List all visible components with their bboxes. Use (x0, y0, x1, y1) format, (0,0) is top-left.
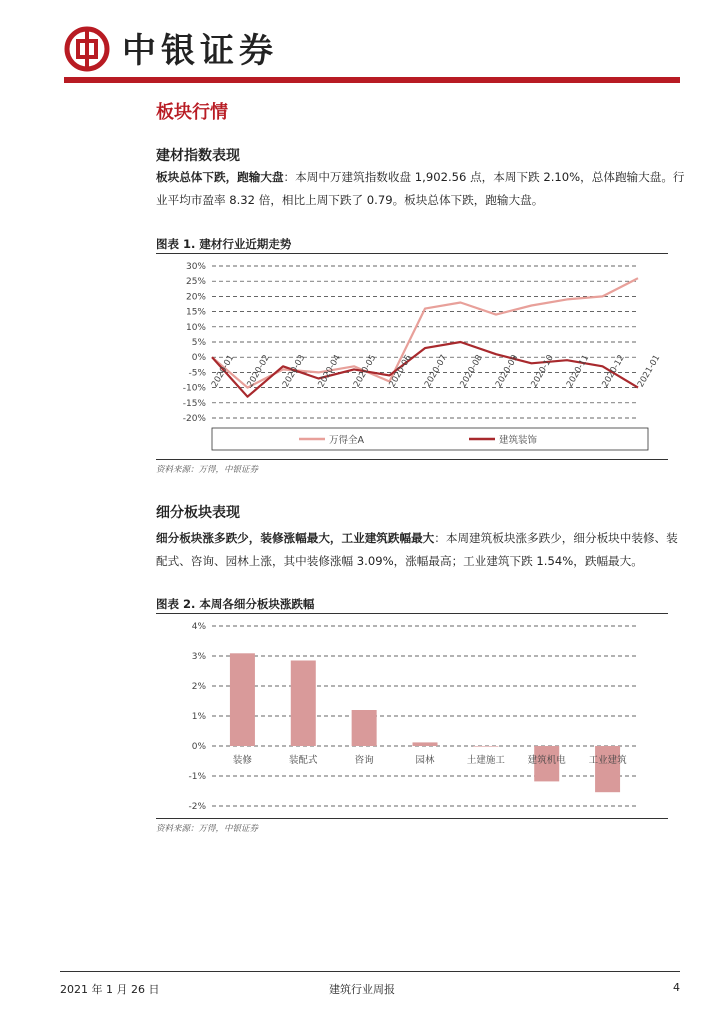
legend-label: 建筑装饰 (499, 435, 538, 446)
y-tick-label: 5% (191, 338, 206, 348)
figure2-bottom-rule (156, 818, 668, 819)
page-number: 4 (673, 981, 680, 994)
figure2-source: 资料来源：万得，中银证券 (156, 824, 259, 834)
y-tick-label: 4% (191, 622, 206, 632)
x-tick-label: 2020-03 (280, 353, 308, 390)
y-tick-label: 30% (185, 262, 206, 272)
y-tick-label: -15% (182, 398, 206, 409)
category-label: 装修 (232, 755, 252, 766)
x-tick-label: 2020-09 (493, 353, 521, 390)
legend-label: 万得全A (329, 435, 364, 446)
y-tick-label: 2% (191, 682, 206, 692)
category-label: 工业建筑 (588, 755, 627, 766)
x-tick-label: 2020-05 (351, 353, 379, 390)
y-tick-label: 15% (185, 307, 206, 318)
category-label: 土建施工 (466, 755, 505, 766)
y-tick-label: 0% (191, 742, 206, 752)
index-performance-text: ：本周中万建筑指数收盘 1,902.56 点，本周下跌 2.10%，总体跑输大盘。行业平均市盈率 8.32 倍，相比上周下跌了 0.79。板块总体下跌，跑输大盘。 (156, 170, 685, 207)
figure2-top-rule (156, 613, 668, 614)
bar-chart (156, 616, 668, 818)
index-performance-lead: 板块总体下跌，跑输大盘 (156, 170, 284, 184)
index-performance-title: 建材指数表现 (156, 148, 240, 164)
figure1-top-rule (156, 253, 668, 254)
legend-box (212, 428, 648, 450)
x-tick-label: 2020-01 (209, 353, 237, 390)
bar (230, 653, 255, 746)
y-tick-label: -10% (182, 383, 206, 394)
bar (352, 710, 377, 746)
index-performance-paragraph (156, 166, 686, 212)
section-title: 板块行情 (156, 102, 228, 123)
figure1-bottom-rule (156, 459, 668, 460)
y-tick-label: 20% (185, 292, 206, 303)
subsector-performance-lead: 细分板块涨多跌少，装修涨幅最大，工业建筑跌幅最大 (156, 531, 435, 545)
y-tick-label: 3% (191, 652, 206, 662)
x-tick-label: 2020-11 (564, 353, 592, 390)
x-tick-label: 2020-06 (387, 353, 414, 390)
x-tick-label: 2021-01 (635, 353, 663, 390)
footer-rule (60, 971, 680, 972)
y-tick-label: 10% (185, 322, 206, 333)
category-label: 装配式 (289, 755, 318, 766)
y-tick-label: 1% (191, 712, 206, 722)
x-tick-label: 2020-07 (422, 353, 450, 390)
x-tick-label: 2020-10 (529, 353, 556, 390)
figure1-title: 图表 1. 建材行业近期走势 (156, 237, 292, 251)
y-tick-label: -20% (182, 414, 206, 424)
bar (473, 746, 498, 747)
y-tick-label: 25% (185, 277, 206, 288)
bank-of-china-logo (64, 26, 110, 72)
category-label: 咨询 (354, 755, 374, 766)
category-label: 园林 (415, 755, 435, 766)
line-chart (156, 256, 668, 456)
header-rule (64, 77, 680, 83)
y-tick-label: -1% (188, 772, 206, 782)
x-tick-label: 2020-04 (316, 353, 343, 390)
footer-date: 2021 年 1 月 26 日 (60, 983, 160, 996)
x-tick-label: 2020-02 (245, 353, 272, 390)
figure1-source: 资料来源：万得，中银证券 (156, 465, 259, 475)
category-label: 建筑机电 (527, 755, 566, 766)
y-tick-label: 0% (191, 353, 206, 364)
y-tick-label: -2% (188, 802, 206, 812)
brand-name: 中银证券 (122, 31, 278, 71)
x-tick-label: 2020-12 (600, 353, 627, 390)
x-tick-label: 2020-08 (458, 353, 485, 390)
bar (595, 746, 620, 792)
subsector-performance-text: ：本周建筑板块涨多跌少，细分板块中装修、装配式、咨询、园林上涨，其中装修涨幅 3.09%，涨幅最高；工业建筑下跌 1.54%，跌幅最大。 (156, 531, 678, 568)
bar (413, 742, 438, 746)
y-tick-label: -5% (188, 368, 206, 379)
bar (291, 661, 316, 747)
footer-title: 建筑行业周报 (329, 983, 395, 996)
subsector-performance-paragraph (156, 527, 686, 573)
figure2-title: 图表 2. 本周各细分板块涨跌幅 (156, 597, 315, 611)
subsector-performance-title: 细分板块表现 (156, 505, 240, 521)
